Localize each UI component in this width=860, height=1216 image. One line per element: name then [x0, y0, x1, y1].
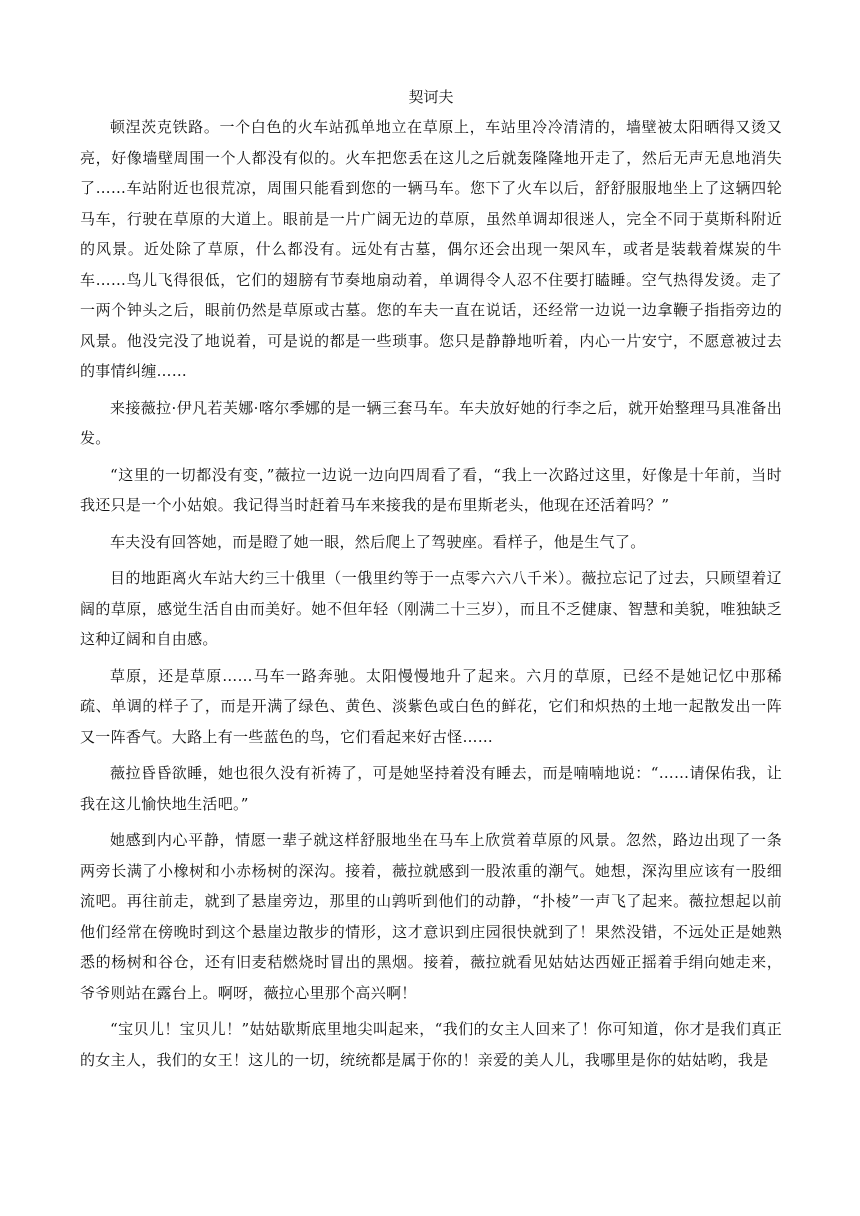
- paragraph-2: 来接薇拉·伊凡若芙娜·喀尔季娜的是一辆三套马车。车夫放好她的行李之后，就开始整理马具准备出发。: [80, 398, 782, 447]
- paragraph-1: 顿涅茨克铁路。一个白色的火车站孤单地立在草原上，车站里冷冷清清的，墙壁被太阳晒得又烫又亮，好像墙壁周围一个人都没有似的。火车把您丢在这儿之后就轰隆隆地开走了，然后无声无息地消失了……车站附近也很荒凉，周围只能看到您的一辆马车。您下了火车以后，舒舒服服地坐上了这辆四轮马车，行驶在草原的大道上。眼前是一片广阔无边的草原，虽然单调却很迷人，完全不同于莫斯科附近的风景。近处除了草原，什么都没有。远处有古墓，偶尔还会出现一架风车，或者是装载着煤炭的牛车……鸟儿飞得很低，它们的翅膀有节奏地扇动着，单调得令人忍不住要打瞌睡。空气热得发烫。走了一两个钟头之后，眼前仍然是草原或古墓。您的车夫一直在说话，还经常一边说一边拿鞭子指指旁边的风景。他没完没了地说着，可是说的都是一些琐事。您只是静静地听着，内心一片安宁，不愿意被过去的事情纠缠……: [80, 118, 782, 380]
- paragraph-5: 目的地距离火车站大约三十俄里（一俄里约等于一点零六六八千米）。薇拉忘记了过去，只顾望着辽阔的草原，感觉生活自由而美好。她不但年轻（刚满二十三岁），而且不乏健康、智慧和美貌，唯独缺乏这种辽阔和自由感。: [80, 569, 782, 648]
- paragraph-3: “这里的一切都没有变，”薇拉一边说一边向四周看了看，“我上一次路过这里，好像是十年前，当时我还只是一个小姑娘。我记得当时赶着马车来接我的是布里斯老头，他现在还活着吗？”: [80, 465, 782, 514]
- paragraph-4: 车夫没有回答她，而是瞪了她一眼，然后爬上了驾驶座。看样子，他是生气了。: [110, 532, 646, 551]
- paragraph-7: 薇拉昏昏欲睡，她也很久没有祈祷了，可是她坚持着没有睡去，而是喃喃地说：“……请保佑我，让我在这儿愉快地生活吧。”: [80, 764, 782, 813]
- author-heading: 契诃夫: [408, 88, 454, 106]
- paragraph-6: 草原，还是草原……马车一路奔驰。太阳慢慢地升了起来。六月的草原，已经不是她记忆中那稀疏、单调的样子了，而是开满了绿色、黄色、淡紫色或白色的鲜花，它们和炽热的土地一起散发出一阵又一阵香气。大路上有一些蓝色的鸟，它们看起来好古怪……: [80, 666, 782, 746]
- paragraph-8: 她感到内心平静，情愿一辈子就这样舒服地坐在马车上欣赏着草原的风景。忽然，路边出现了一条两旁长满了小橡树和小赤杨树的深沟。接着，薇拉就感到一股浓重的潮气。她想，深沟里应该有一股细流吧。再往前走，就到了悬崖旁边，那里的山鹑听到他们的动静，“扑棱”一声飞了起来。薇拉想起以前他们经常在傍晚时到这个悬崖边散步的情形，这才意识到庄园很快就到了！果然没错，不远处正是她熟悉的杨树和谷仓，还有旧麦秸燃烧时冒出的黑烟。接着，薇拉就看见姑姑达西娅正摇着手绢向她走来，爷爷则站在露台上。啊呀，薇拉心里那个高兴啊！: [80, 831, 782, 1002]
- paragraph-9: “宝贝儿！宝贝儿！”姑姑歇斯底里地尖叫起来，“我们的女主人回来了！你可知道，你才是我们真正的女主人，我们的女王！这儿的一切，统统都是属于你的！亲爱的美人儿，我哪里是你的姑姑哟，我是: [80, 1020, 782, 1069]
